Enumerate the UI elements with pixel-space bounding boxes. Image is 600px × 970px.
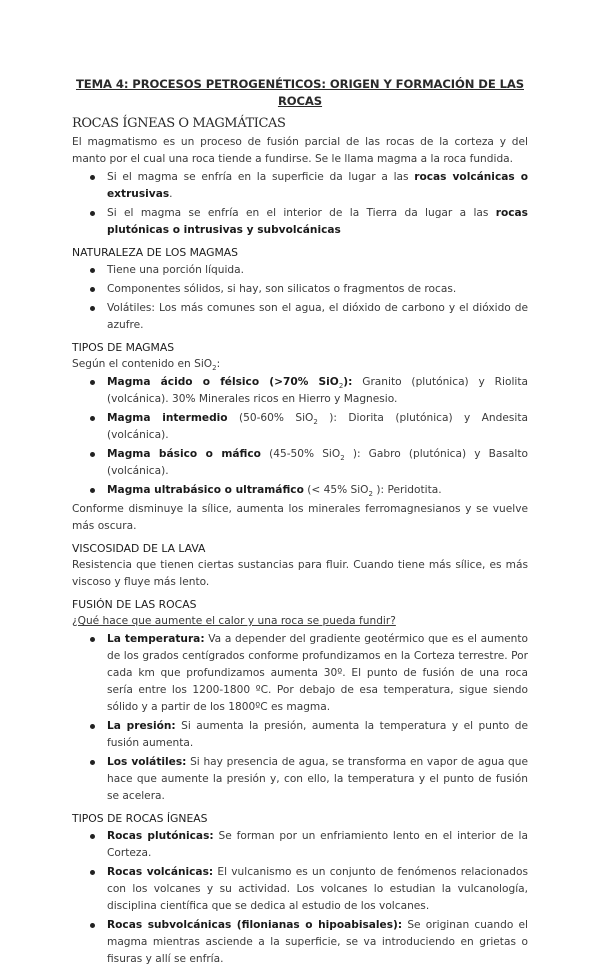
list-item — [72, 718, 528, 752]
subscript: 2 — [340, 454, 345, 463]
bullet-icon — [90, 287, 95, 292]
list-item — [72, 864, 528, 915]
document-page — [72, 76, 528, 970]
list-item — [72, 281, 528, 298]
section-heading-rocas-igneas: ROCAS ÍGNEAS O MAGMÁTICAS — [72, 116, 286, 131]
list-item — [72, 631, 528, 716]
item-bold: Magma intermedio — [107, 412, 228, 424]
item-text: Si hay presencia de agua, se transforma en vapor de agua que hace que aumente la presión y, con ello, la temperatura y el punto de fusión se acelera. — [107, 756, 528, 802]
list-item — [72, 446, 528, 480]
list-item — [72, 482, 528, 499]
bullet-icon — [90, 637, 95, 642]
list-item — [72, 754, 528, 805]
list-item — [72, 205, 528, 239]
bullet-icon — [90, 175, 95, 180]
tipos-outro: Conforme disminuye la sílice, aumenta los minerales ferromagnesianos y se vuelve más oscura. — [72, 503, 528, 532]
heading-tipos-magmas: TIPOS DE MAGMAS — [72, 341, 175, 354]
item-bold: La temperatura: — [107, 633, 205, 645]
naturaleza-list — [72, 262, 528, 334]
item-bold: rocas volcánicas o extrusivas — [107, 171, 528, 200]
bullet-icon — [90, 416, 95, 421]
bullet-icon — [90, 870, 95, 875]
item-text: Componentes sólidos, si hay, son silicatos o fragmentos de rocas. — [107, 283, 457, 295]
item-text: Si aumenta la presión, aumenta la temperatura y el punto de fusión aumenta. — [107, 720, 528, 749]
item-text: Tiene una porción líquida. — [107, 264, 245, 276]
item-text: Se forman por un enfriamiento lento en el interior de la Corteza. — [107, 830, 528, 859]
item-text: ): — [317, 412, 337, 424]
item-text: Si el magma se enfría en el interior de la Tierra da lugar a las — [107, 207, 496, 219]
bullet-icon — [90, 488, 95, 493]
list-item — [72, 262, 528, 279]
list-item — [72, 300, 528, 334]
item-bold: Magma básico o máfico — [107, 448, 261, 460]
intro-text: : — [216, 358, 221, 370]
heading-naturaleza: NATURALEZA DE LOS MAGMAS — [72, 246, 239, 259]
item-bold: La presión: — [107, 720, 176, 732]
list-item — [72, 374, 528, 408]
intro-text: Según el contenido en SiO — [72, 358, 213, 370]
heading-fusion: FUSIÓN DE LAS ROCAS — [72, 598, 197, 611]
item-bold: rocas plutónicas o intrusivas y subvolcánicas — [107, 207, 528, 236]
bullet-icon — [90, 834, 95, 839]
list-item — [72, 828, 528, 862]
list-item — [72, 169, 528, 203]
item-text: Peridotita. — [384, 484, 442, 496]
tipos-rocas-list — [72, 828, 528, 968]
bullet-icon — [90, 724, 95, 729]
item-text: Granito (plutónica) y Riolita (volcánica). 30% Minerales ricos en Hierro y Magnesio. — [107, 376, 528, 405]
bullet-icon — [90, 306, 95, 311]
item-text: Diorita (plutónica) y Andesita (volcánica). — [107, 412, 528, 441]
magma-cooling-list — [72, 169, 528, 239]
item-text: ): — [344, 448, 361, 460]
heading-tipos-rocas: TIPOS DE ROCAS ÍGNEAS — [72, 812, 208, 825]
item-bold: Magma ácido o félsico — [107, 376, 260, 388]
item-bold: (>70% SiO — [259, 376, 339, 388]
tipos-intro — [72, 356, 528, 373]
item-text: (45-50% SiO — [260, 448, 341, 460]
item-bold: Rocas subvolcánicas (filonianas o hipoabisales): — [107, 919, 403, 931]
item-bold: ): — [343, 376, 353, 388]
item-bold: Magma ultrabásico o ultramáfico — [107, 484, 304, 496]
tipos-magmas-list — [72, 374, 528, 499]
item-text: Gabro (plutónica) y Basalto (volcánica). — [107, 448, 528, 477]
fusion-question: ¿Qué hace que aumente el calor y una roca se pueda fundir? — [72, 615, 396, 627]
intro-paragraph: El magmatismo es un proceso de fusión parcial de las rocas de la corteza y del manto por el cual una roca tiende a fundirse. Se le llama magma a la roca fundida. — [72, 136, 528, 165]
item-text: (< 45% SiO — [303, 484, 369, 496]
bullet-icon — [90, 760, 95, 765]
item-text: Va a depender del gradiente geotérmico que es el aumento de los grados centígrados conforme profundizamos en la Corteza terrestre. Por cada km que profundizamos aumenta 30º. El punto de fusión de una roca sería entre los 1200-1800 ºC. Por debajo de esa temperatura, sigue siendo sólido y a partir de los 1800ºC es magma. — [107, 633, 529, 713]
bullet-icon — [90, 923, 95, 928]
item-text: . — [169, 188, 173, 200]
fusion-list — [72, 631, 528, 805]
bullet-icon — [90, 268, 95, 273]
item-bold: Rocas volcánicas: — [107, 866, 214, 878]
bullet-icon — [90, 211, 95, 216]
subscript: 2 — [368, 490, 373, 499]
bullet-icon — [90, 452, 95, 457]
heading-viscosidad: VISCOSIDAD DE LA LAVA — [72, 542, 206, 555]
item-text: ): — [373, 484, 385, 496]
list-item — [72, 410, 528, 444]
subscript: 2 — [212, 364, 217, 373]
viscosidad-paragraph: Resistencia que tienen ciertas sustancias para fluir. Cuando tiene más sílice, es más viscoso y fluye más lento. — [72, 559, 528, 588]
document-title: TEMA 4: PROCESOS PETROGENÉTICOS: ORIGEN Y FORMACIÓN DE LAS ROCAS — [75, 77, 524, 108]
item-text: Volátiles: Los más comunes son el agua, el dióxido de carbono y el dióxido de azufre. — [107, 302, 528, 331]
list-item — [72, 917, 528, 968]
subscript: 2 — [338, 382, 344, 391]
item-text: Se originan cuando el magma mientras asciende a la superficie, se va introduciendo en grietas o fisuras y allí se enfría. — [107, 919, 528, 965]
subscript: 2 — [313, 418, 318, 427]
item-text: Si el magma se enfría en la superficie da lugar a las — [107, 171, 415, 183]
item-text: El vulcanismo es un conjunto de fenómenos relacionados con los volcanes y su actividad. Los volcanes lo estudian la vulcanología, disciplina científica que se dedica al estudio de los volcanes. — [107, 866, 528, 912]
bullet-icon — [90, 380, 95, 385]
item-text: (50-60% SiO — [227, 412, 314, 424]
item-bold: Rocas plutónicas: — [107, 830, 214, 842]
item-bold: Los volátiles: — [107, 756, 187, 768]
